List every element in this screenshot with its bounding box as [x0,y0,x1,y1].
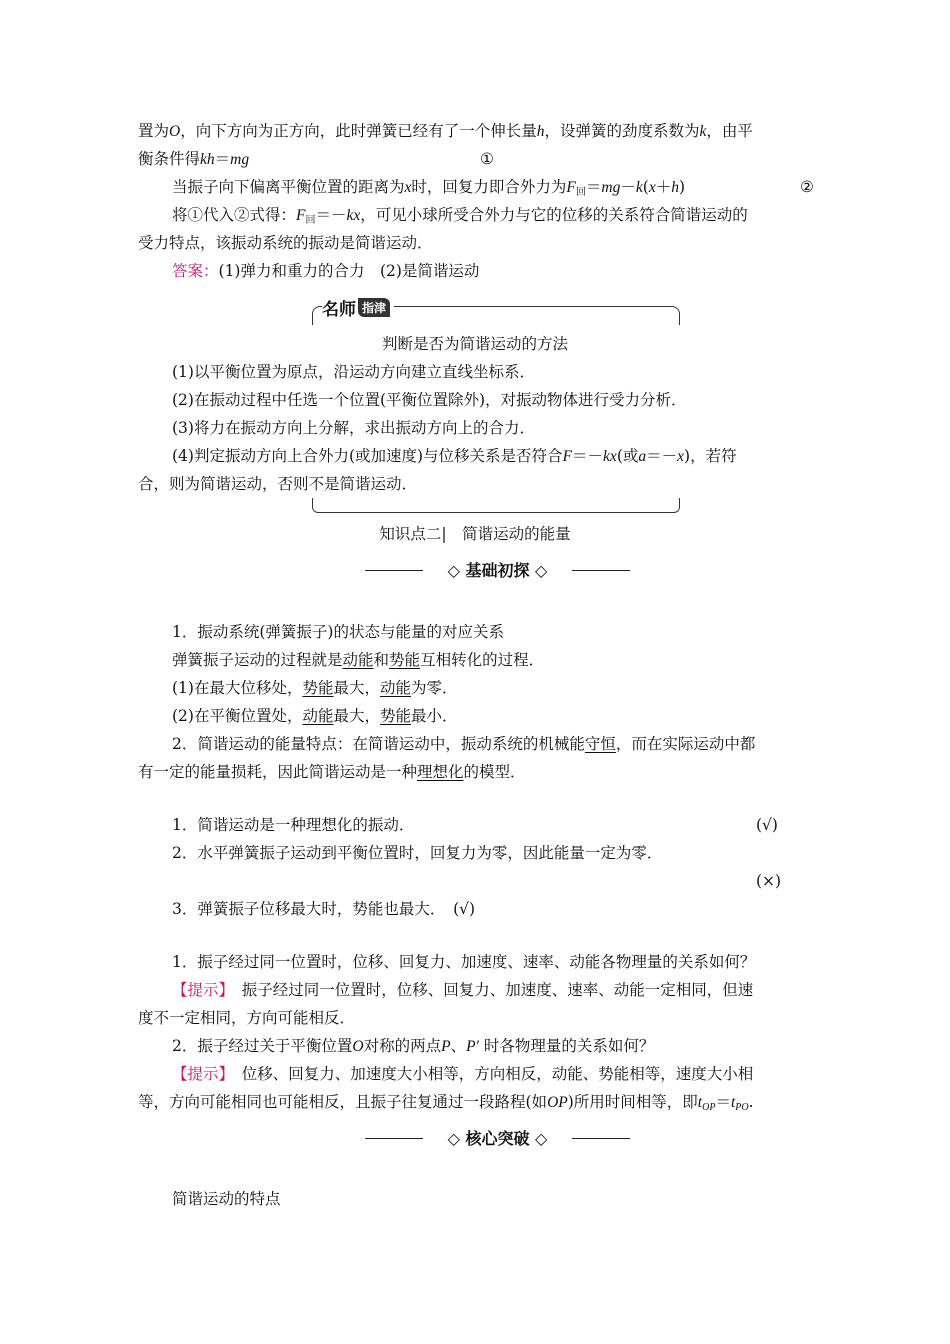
symbol: t [730,1094,736,1111]
judge-item: 3．弹簧振子位移最大时，势能也最大． (√) [172,900,476,918]
symbol: kx [603,448,617,465]
text-line [172,204,748,232]
text: ＝ [715,1093,731,1111]
fill-blank: 势能 [389,651,421,669]
text: ，向下方向为正方向，此时弹簧已经有了一个伸长量 [180,122,537,140]
text-line [172,677,458,699]
text-line: 受力特点，该振动系统的振动是简谐运动． [138,234,433,252]
section-header-basic [365,559,630,583]
equation-mark: ① [480,150,494,168]
symbol: h [671,179,679,196]
symbol: x [677,448,685,465]
symbol: a [638,448,647,465]
symbol: O [352,1038,364,1055]
fill-blank: 动能 [302,707,334,725]
text: ，而在实际运动中都 [615,735,756,753]
text: (或 [616,447,639,465]
symbol: h [536,123,545,140]
text-line: 1．振动系统(弹簧振子)的状态与能量的对应关系 [172,623,504,641]
header-text: ◇ 基础初探 ◇ [447,561,548,580]
text: )，若符 [684,447,737,465]
answer-label: 答案： [172,262,219,280]
symbol: k [635,179,643,196]
text: ，设弹簧的劲度系数为 [544,122,700,140]
fill-blank: 动能 [342,651,374,669]
section-header-core [365,1127,630,1151]
fill-blank: 势能 [302,679,334,697]
symbol: x [648,179,656,196]
text: ＋ [655,178,672,196]
text: 、 [450,1037,467,1055]
text: ＝ [214,150,231,168]
question: 1．振子经过同一位置时，位移、回复力、加速度、速率、动能各物理量的关系如何？ [172,953,756,971]
text: ，由平 [706,122,753,140]
equation-mark: ② [800,178,814,196]
text: 时各物理量的关系如何？ [483,1037,655,1055]
text: 最小． [411,707,458,725]
text: 2．振子经过关于平衡位置 [172,1037,353,1055]
tips-badge [322,296,394,318]
fill-blank: 守恒 [584,735,616,753]
judge-item: 2．水平弹簧振子运动到平衡位置时，回复力为零，因此能量一定为零． [172,844,663,862]
fill-blank: 动能 [380,679,412,697]
question [172,1035,654,1058]
box-bottom-frame [312,498,680,513]
text: 2．简谐运动的能量特点：在简谐运动中，振动系统的机械能 [172,735,585,753]
symbol: mg [230,151,250,168]
text: 将①代入②式得： [172,206,297,224]
text: 对称的两点 [363,1037,442,1055]
hint-line: 度不一定相同，方向可能相反． [138,1009,356,1027]
text: ( [642,178,649,196]
text: ＝－ [315,206,347,224]
symbol: F [562,448,573,465]
text: ，可见小球所受合外力与它的位移的关系符合简谐运动的 [360,206,748,224]
judge-item: 1．简谐运动是一种理想化的振动． [172,816,415,834]
badge-label: 指津 [358,298,390,317]
box-title: 判断是否为简谐运动的方法 [381,335,568,353]
symbol: F [296,207,306,224]
judge-mark: (×) [756,872,782,890]
symbol: t [697,1094,703,1111]
box-item: (3)将力在振动方向上分解，求出振动方向上的合力． [172,419,535,437]
text: )所用时间相等，即 [567,1093,698,1111]
box-item [172,445,737,468]
text-line [172,733,755,755]
badge-text: 名师 [322,299,356,320]
text: 当振子向下偏离平衡位置的距离为 [172,178,405,196]
hint-label: 【提示】 [172,1065,227,1083]
subscript: PO [735,1102,749,1113]
box-item: 合，则为简谐运动，否则不是简谐运动． [138,475,418,493]
text: ) [678,178,686,196]
judge-mark: (√) [756,816,778,834]
answer-line [172,260,479,282]
text: 衡条件得 [138,150,201,168]
text: 最大， [333,707,380,725]
symbol: OP [547,1094,568,1111]
symbol: x [404,179,412,196]
text: 互相转化的过程． [420,651,545,669]
text: 置为 [138,122,170,140]
symbol: O [169,123,181,140]
text: ＝－ [572,447,604,465]
answer-text: (1)弹力和重力的合力 (2)是简谐运动 [218,262,480,280]
text-line [172,705,458,727]
symbol: k [699,123,707,140]
symbol: P [441,1038,451,1055]
text: 振子经过同一位置时，位移、回复力、加速度、速率、动能一定相同，但速 [226,981,754,999]
text-line [138,761,526,783]
text: . [748,1093,754,1111]
text-line [172,649,544,671]
subscript: OP [702,1102,716,1113]
text: 为零． [411,679,458,697]
symbol: mg [601,179,621,196]
hint-line [138,1091,754,1119]
text: 弹簧振子运动的过程就是 [172,651,343,669]
fill-blank: 理想化 [417,763,464,781]
text: (2)在平衡位置处， [172,707,303,725]
symbol: kx [346,207,361,224]
text: ＝ [585,178,602,196]
symbol: F [566,179,576,196]
text: (1)在最大位移处， [172,679,303,697]
text-line [138,148,249,171]
text: 时，回复力即合外力为 [411,178,567,196]
text-line [138,120,753,143]
box-item: (2)在振动过程中任选一个位置(平衡位置除外)，对振动物体进行受力分析． [172,391,687,409]
box-item: (1)以平衡位置为原点，沿运动方向建立直线坐标系． [172,363,535,381]
text: ＝－ [646,447,678,465]
section-title: 知识点二| 简谐运动的能量 [379,525,571,543]
text-line [172,176,685,204]
text: 等，方向可能相同也可能相反，且振子往复通过一段路程(如 [138,1093,548,1111]
fill-blank: 势能 [380,707,412,725]
text: 最大， [333,679,380,697]
subscript: 回 [305,215,316,226]
text: － [620,178,636,196]
text: 和 [373,651,390,669]
text: 有一定的能量损耗，因此简谐运动是一种 [138,763,418,781]
text: 的模型． [463,763,526,781]
hint-line [172,1063,753,1085]
text: 位移、回复力、加速度大小相等，方向相反，动能、势能相等，速度大小相 [226,1065,754,1083]
symbol: kh [200,151,215,168]
subsection-title: 简谐运动的特点 [172,1190,281,1208]
header-text: ◇ 核心突破 ◇ [447,1129,548,1148]
hint-label: 【提示】 [172,981,227,999]
text: (4)判定振动方向上合外力(或加速度)与位移关系是否符合 [172,447,563,465]
subscript: 回 [575,187,586,198]
hint-line [172,979,753,1001]
symbol: P′ [466,1038,479,1055]
